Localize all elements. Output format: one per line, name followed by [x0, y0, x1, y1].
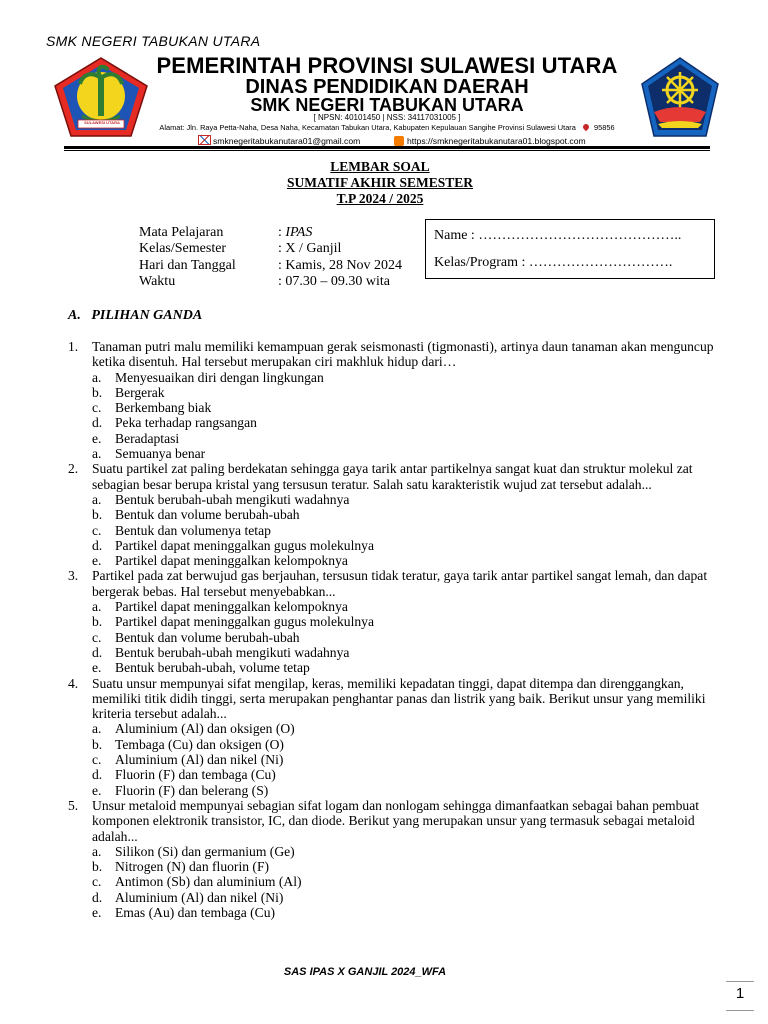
- option-text: Tembaga (Cu) dan oksigen (O): [115, 736, 284, 752]
- option-letter: c.: [92, 874, 102, 890]
- question-text: Suatu unsur mempunyai sifat mengilap, keras, memiliki kepadatan tinggi, dapat ditempa dan direnggangkan, memiliki titik didih tinggi, serta merupakan penghantar panas dan listrik yang baik. Berikut unsur yang memiliki kriteria tersebut adalah...: [92, 675, 706, 722]
- info-colon: :: [278, 225, 286, 240]
- answer-option: [68, 385, 718, 400]
- question-number: 4.: [68, 675, 79, 691]
- gmail-icon: [198, 135, 211, 145]
- answer-option: [68, 752, 718, 767]
- letterhead-blog: [394, 134, 586, 146]
- info-label: Mata Pelajaran: [139, 225, 224, 240]
- class-field[interactable]: Kelas/Program : ………………………….: [434, 255, 673, 270]
- address-text: Alamat: Jln. Raya Petta-Naha, Desa Naha, Kecamatan Tabukan Utara, Kabupaten Kepulauan Sangihe Provinsi Sulawesi Utara: [159, 123, 576, 132]
- question-item: [68, 461, 718, 492]
- answer-option: [68, 737, 718, 752]
- question-item: [68, 798, 718, 844]
- section-heading: A. PILIHAN GANDA: [68, 308, 203, 323]
- option-text: Partikel dapat meninggalkan gugus molekulnya: [115, 614, 374, 630]
- subject-value: IPAS: [285, 225, 313, 240]
- question-text: Tanaman putri malu memiliki kemampuan gerak seismonasti (tigmonasti), artinya daun tanaman akan menguncup ketika disentuh. Hal tersebut merupakan ciri makhluk hidup dari…: [92, 339, 714, 370]
- question-list: [68, 339, 718, 920]
- option-text: Beradaptasi: [115, 430, 180, 446]
- regency-emblem-icon: [640, 56, 720, 140]
- answer-option: [68, 874, 718, 889]
- option-text: Antimon (Sb) dan aluminium (Al): [115, 874, 302, 890]
- option-letter: b.: [92, 614, 103, 630]
- option-text: Fluorin (F) dan belerang (S): [115, 782, 269, 798]
- letterhead-address: [130, 123, 644, 132]
- option-text: Fluorin (F) dan tembaga (Cu): [115, 767, 276, 783]
- option-letter: b.: [92, 859, 103, 875]
- option-letter: c.: [92, 522, 102, 538]
- option-text: Bergerak: [115, 384, 165, 400]
- answer-option: [68, 553, 718, 568]
- location-pin-icon: [582, 123, 590, 131]
- option-letter: c.: [92, 752, 102, 768]
- info-label: Kelas/Semester: [139, 241, 227, 256]
- answer-option: [68, 859, 718, 874]
- letterhead-department: DINAS PENDIDIKAN DAERAH: [245, 76, 529, 98]
- answer-option: [68, 630, 718, 645]
- info-value: : 07.30 – 09.30 wita: [278, 274, 390, 289]
- info-value: : Kamis, 28 Nov 2024: [278, 258, 403, 273]
- option-text: Bentuk dan volumenya tetap: [115, 522, 271, 538]
- question-number: 1.: [68, 339, 79, 354]
- letterhead-school: SMK NEGERI TABUKAN UTARA: [250, 95, 524, 115]
- letterhead-email: [198, 134, 360, 146]
- question-item: [68, 339, 718, 370]
- option-text: Bentuk dan volume berubah-ubah: [115, 507, 300, 523]
- blog-url: https://smknegeritabukanutara01.blogspot.com: [407, 136, 586, 146]
- answer-option: [68, 400, 718, 415]
- letterhead-ids: [ NPSN: 40101450 | NSS: 34117031005 ]: [313, 113, 461, 122]
- email-text: smknegeritabukanutara01@gmail.com: [213, 136, 361, 146]
- option-letter: d.: [92, 537, 103, 553]
- option-letter: e.: [92, 904, 102, 920]
- question-number: 2.: [68, 461, 79, 477]
- option-text: Aluminium (Al) dan nikel (Ni): [115, 752, 284, 768]
- page-footer: SAS IPAS X GANJIL 2024_WFA: [283, 966, 447, 978]
- question-item: [68, 568, 718, 599]
- answer-option: [68, 905, 718, 920]
- option-text: Silikon (Si) dan germanium (Ge): [115, 843, 295, 859]
- school-header: SMK NEGERI TABUKAN UTARA: [46, 33, 261, 49]
- question-text: Unsur metaloid mempunyai sebagian sifat logam dan nonlogam sehingga dimanfaatkan sebagai bahan pembuat komponen elektronik transistor, IC, dan diode. Berikut yang merupakan unsur yang termasuk sebagai metaloid adalah...: [92, 797, 700, 844]
- option-letter: d.: [92, 889, 103, 905]
- blogger-icon: [394, 136, 404, 146]
- doc-subtitle: SUMATIF AKHIR SEMESTER: [286, 175, 474, 190]
- answer-option: [68, 415, 718, 430]
- option-letter: a.: [92, 843, 102, 859]
- option-letter: a.: [92, 446, 102, 462]
- option-letter: a.: [92, 369, 102, 385]
- answer-option: [68, 492, 718, 507]
- question-number: 5.: [68, 797, 79, 813]
- answer-option: [68, 446, 718, 461]
- option-text: Partikel dapat meninggalkan kelompoknya: [115, 599, 348, 615]
- option-text: Menyesuaikan diri dengan lingkungan: [115, 369, 324, 385]
- question-number: 3.: [68, 568, 79, 584]
- option-letter: d.: [92, 767, 103, 783]
- option-letter: c.: [92, 400, 102, 416]
- doc-year: T.P 2024 / 2025: [336, 191, 424, 206]
- answer-option: [68, 890, 718, 905]
- answer-option: [68, 431, 718, 446]
- option-letter: e.: [92, 553, 102, 569]
- letterhead-divider: [64, 146, 710, 149]
- option-letter: b.: [92, 507, 103, 523]
- info-label: Hari dan Tanggal: [139, 258, 236, 273]
- answer-option: [68, 660, 718, 675]
- answer-option: [68, 599, 718, 614]
- option-letter: c.: [92, 629, 102, 645]
- option-text: Bentuk berubah-ubah mengikuti wadahnya: [115, 491, 350, 507]
- question-text: Suatu partikel zat paling berdekatan sehingga gaya tarik antar partikelnya sangat kuat dan struktur molekul zat sebagian besar berupa kristal yang tersusun teratur. Salah satu karakteristik wujud zat tersebut adalah...: [92, 461, 693, 492]
- answer-option: [68, 523, 718, 538]
- answer-option: [68, 721, 718, 736]
- option-letter: e.: [92, 660, 102, 676]
- option-letter: b.: [92, 384, 103, 400]
- option-letter: d.: [92, 415, 103, 431]
- option-letter: a.: [92, 599, 102, 615]
- question-text: Partikel pada zat berwujud gas berjauhan, tersusun tidak teratur, gaya tarik antar partikel sangat lemah, dan dapat bergerak bebas. Hal tersebut menyebabkan...: [92, 568, 708, 599]
- option-text: Nitrogen (N) dan fluorin (F): [115, 859, 270, 875]
- option-letter: d.: [92, 644, 103, 660]
- postal-code: 95856: [594, 123, 615, 132]
- letterhead-government: PEMERINTAH PROVINSI SULAWESI UTARA: [156, 53, 618, 78]
- letterhead-divider-thin: [64, 150, 710, 151]
- answer-option: [68, 538, 718, 553]
- option-letter: a.: [92, 721, 102, 737]
- option-letter: e.: [92, 782, 102, 798]
- option-text: Bentuk dan volume berubah-ubah: [115, 629, 300, 645]
- option-text: Aluminium (Al) dan oksigen (O): [115, 721, 295, 737]
- emblem-caption: SULAWESI UTARA: [84, 120, 120, 125]
- option-text: Partikel dapat meninggalkan kelompoknya: [115, 553, 348, 569]
- info-value: [278, 225, 312, 241]
- answer-option: [68, 370, 718, 385]
- page-number: 1: [735, 985, 745, 1002]
- option-text: Semuanya benar: [115, 446, 206, 462]
- answer-option: [68, 507, 718, 522]
- name-field[interactable]: Name : ……………………………………..: [434, 228, 682, 243]
- option-text: Bentuk berubah-ubah, volume tetap: [115, 660, 310, 676]
- answer-option: [68, 645, 718, 660]
- option-letter: b.: [92, 736, 103, 752]
- question-item: [68, 676, 718, 722]
- option-text: Aluminium (Al) dan nikel (Ni): [115, 889, 284, 905]
- option-text: Berkembang biak: [115, 400, 212, 416]
- option-text: Bentuk berubah-ubah mengikuti wadahnya: [115, 644, 350, 660]
- answer-option: [68, 783, 718, 798]
- option-letter: a.: [92, 491, 102, 507]
- info-value: : X / Ganjil: [278, 241, 342, 256]
- option-letter: e.: [92, 430, 102, 446]
- answer-option: [68, 844, 718, 859]
- doc-title: LEMBAR SOAL: [330, 159, 430, 174]
- option-text: Emas (Au) dan tembaga (Cu): [115, 904, 276, 920]
- info-label: Waktu: [139, 274, 176, 289]
- option-text: Partikel dapat meninggalkan gugus molekulnya: [115, 537, 374, 553]
- option-text: Peka terhadap rangsangan: [115, 415, 257, 431]
- answer-option: [68, 614, 718, 629]
- answer-option: [68, 767, 718, 782]
